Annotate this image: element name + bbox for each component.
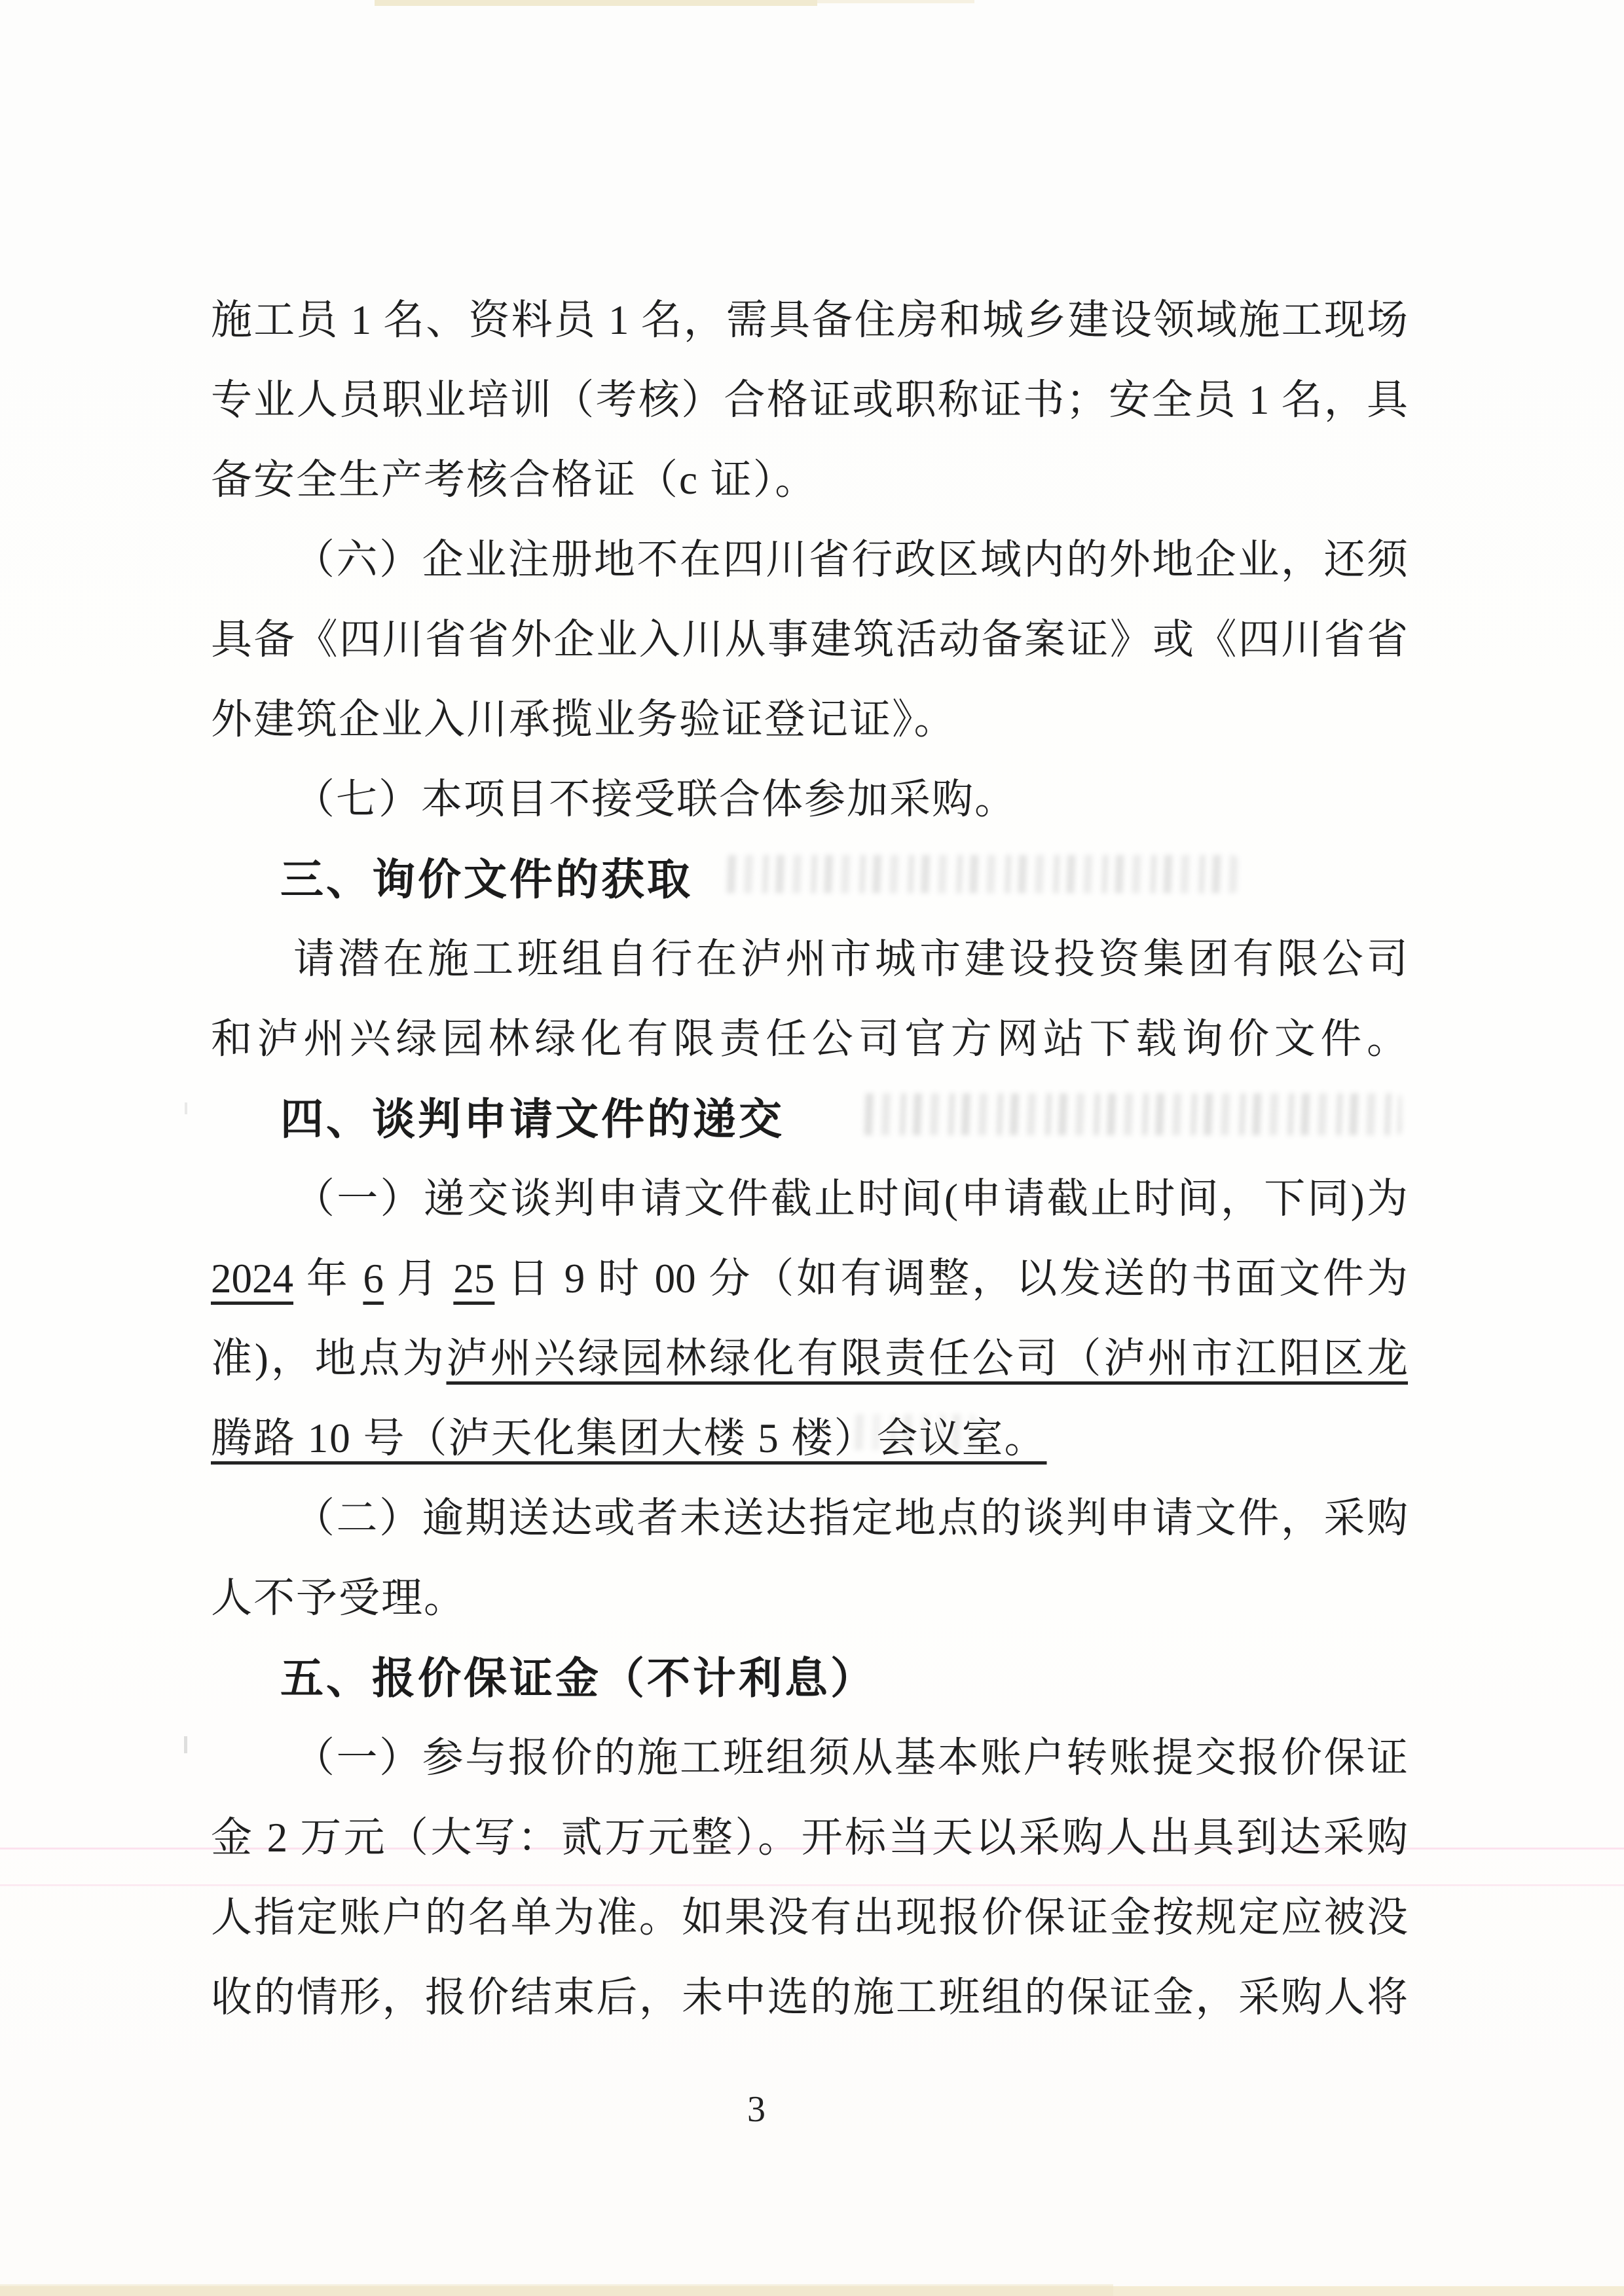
text-segment: 专业人员职业培训（考核）合格证或职称证书；安全员 1 名，具 (211, 377, 1408, 423)
section-heading (211, 839, 1408, 919)
text-line (211, 1718, 1408, 1798)
text-segment: 四、谈判申请文件的递交 (280, 1095, 784, 1143)
section-heading (211, 1638, 1408, 1718)
text-line (211, 1239, 1408, 1319)
text-line (211, 919, 1408, 999)
text-segment: 具备《四川省省外企业入川从事建筑活动备案证》或《四川省省 (211, 617, 1408, 663)
text-segment: 三、询价文件的获取 (280, 855, 693, 903)
underlined-text-segment: 2024 (211, 1256, 293, 1302)
text-segment: （二）逾期送达或者未送达指定地点的谈判申请文件，采购 (293, 1495, 1408, 1541)
text-segment: 日 9 时 00 分（如有调整，以发送的书面文件为 (494, 1256, 1409, 1302)
text-segment: 外建筑企业入川承揽业务验证登记证》。 (211, 697, 957, 742)
text-line (211, 1319, 1408, 1398)
text-segment: 收的情形，报价结束后，未中选的施工班组的保证金，采购人将 (211, 1975, 1408, 2020)
text-line (211, 1558, 1408, 1638)
text-line (211, 680, 1408, 759)
text-segment: 五、报价保证金（不计利息） (280, 1654, 876, 1702)
text-line (211, 360, 1408, 440)
underlined-text-segment: 泸州兴绿园林绿化有限责任公司（泸州市江阳区龙 (446, 1336, 1409, 1381)
underlined-text-segment: 6 (363, 1256, 384, 1302)
text-line (211, 759, 1408, 839)
text-line (211, 1878, 1408, 1958)
text-segment: （一）递交谈判申请文件截止时间(申请截止时间，下同)为 (293, 1176, 1408, 1222)
page-number: 3 (747, 2089, 766, 2130)
text-segment: 和泸州兴绿园林绿化有限责任公司官方网站下载询价文件。 (211, 1016, 1408, 1062)
scan-edge-top (375, 0, 817, 6)
text-segment: （一）参与报价的施工班组须从基本账户转账提交报价保证 (293, 1735, 1408, 1781)
section-heading (211, 1079, 1408, 1159)
scan-edge-top-2 (817, 0, 974, 3)
text-line (211, 520, 1408, 600)
text-segment: 施工员 1 名、资料员 1 名，需具备住房和城乡建设领域施工现场 (211, 297, 1408, 343)
text-line (211, 1958, 1408, 2037)
text-line (211, 1159, 1408, 1239)
text-line (211, 999, 1408, 1079)
text-segment: 备安全生产考核合格证（c 证）。 (211, 457, 818, 503)
text-segment: 人不予受理。 (211, 1575, 466, 1621)
scan-edge-mark (184, 1736, 187, 1753)
text-segment: （七）本项目不接受联合体参加采购。 (293, 776, 1017, 822)
underlined-text-segment: 腾路 10 号（泸天化集团大楼 5 楼）会议室。 (211, 1415, 1047, 1461)
text-segment: 准)，地点为 (211, 1336, 447, 1381)
scan-edge-bottom-2 (0, 2284, 1113, 2296)
text-line (211, 1798, 1408, 1878)
text-line (211, 280, 1408, 360)
text-segment: 月 (383, 1256, 454, 1302)
scan-edge-mark (185, 1102, 187, 1114)
text-segment: 金 2 万元（大写：贰万元整）。开标当天以采购人出具到达采购 (211, 1815, 1408, 1861)
text-line (211, 1478, 1408, 1558)
text-line (211, 600, 1408, 680)
text-line (211, 1398, 1408, 1478)
text-segment: 年 (293, 1256, 363, 1302)
underlined-text-segment: 25 (453, 1256, 495, 1302)
text-segment: 请潜在施工班组自行在泸州市城市建设投资集团有限公司 (293, 936, 1408, 982)
text-line (211, 440, 1408, 520)
document-text-column (211, 280, 1408, 2037)
text-segment: 人指定账户的名单为准。如果没有出现报价保证金按规定应被没 (211, 1895, 1408, 1941)
text-segment: （六）企业注册地不在四川省行政区域内的外地企业，还须 (293, 537, 1408, 583)
